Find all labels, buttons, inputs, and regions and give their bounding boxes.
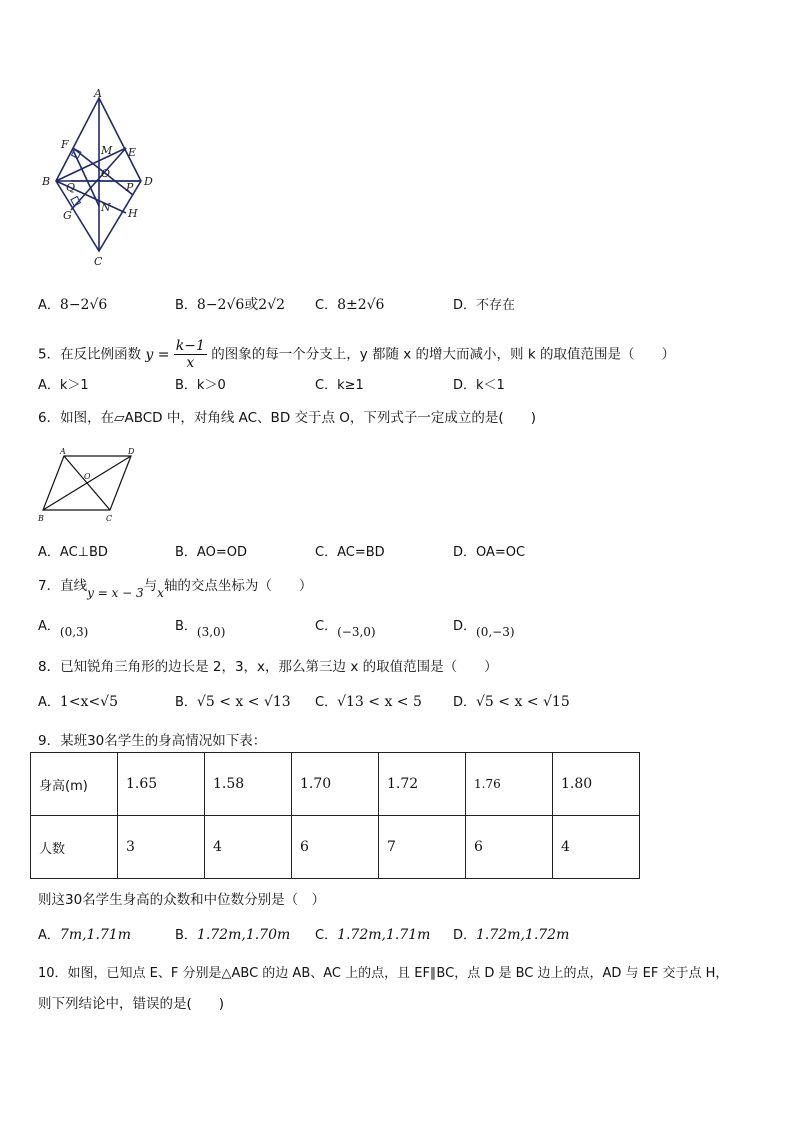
p-label-b: B	[38, 514, 44, 523]
table-cell: 1.70	[292, 753, 379, 816]
label-d: D	[144, 175, 153, 188]
q8-option-b[interactable]: B．√5 < x < √13	[175, 694, 291, 710]
q8-option-d[interactable]: D．√5 < x < √15	[453, 694, 570, 710]
segment-b-e	[56, 148, 126, 181]
p-label-d: D	[128, 447, 135, 456]
q9-option-a[interactable]: A．7m,1.71m	[38, 927, 131, 943]
table-cell: 身高(m)	[31, 753, 118, 816]
q5-option-d[interactable]: D．k＜1	[453, 378, 505, 393]
q8-option-c[interactable]: C．√13 < x < 5	[315, 694, 422, 710]
parallelogram-figure	[34, 444, 144, 526]
label-g: G	[63, 209, 72, 222]
q4-option-a[interactable]: A．8−2√6	[38, 297, 108, 313]
q4-option-c[interactable]: C．8±2√6	[315, 297, 385, 313]
label-f: F	[61, 138, 69, 151]
diagonal-bd-6	[43, 456, 131, 510]
label-c: C	[94, 255, 103, 268]
q9-option-b[interactable]: B．1.72m,1.70m	[175, 927, 291, 943]
label-q: Q	[66, 181, 76, 194]
table-cell: 6	[292, 816, 379, 879]
table-row	[31, 816, 640, 879]
p-label-c: C	[106, 514, 113, 523]
label-a: A	[94, 88, 102, 100]
q8-stem: 8．已知锐角三角形的边长是 2，3，x，那么第三边 x 的取值范围是（ ）	[38, 659, 498, 675]
table-cell: 1.72	[379, 753, 466, 816]
q10-stem-line2: 则下列结论中，错误的是( )	[38, 996, 225, 1012]
label-m: M	[101, 144, 113, 157]
label-h: H	[128, 207, 138, 220]
table-cell: 人数	[31, 816, 118, 879]
label-b: B	[42, 175, 51, 188]
label-n: N	[101, 201, 111, 214]
q7-option-a[interactable]: A．(0,3)	[38, 619, 89, 639]
label-e: E	[128, 146, 137, 159]
q6-option-c[interactable]: C．AC=BD	[315, 545, 385, 560]
height-table	[30, 752, 640, 879]
table-cell: 4	[205, 816, 292, 879]
table-cell: 1.76	[466, 753, 553, 816]
q4-option-d[interactable]: D．不存在	[453, 298, 516, 313]
q5-option-a[interactable]: A．k＞1	[38, 378, 89, 393]
table-cell: 7	[379, 816, 466, 879]
label-o: O	[101, 167, 111, 180]
q9-option-d[interactable]: D．1.72m,1.72m	[453, 927, 570, 943]
p-label-a: A	[60, 447, 66, 456]
table-cell: 4	[553, 816, 640, 879]
q6-option-b[interactable]: B．AO=OD	[175, 545, 247, 560]
q7-option-c[interactable]: C．(−3,0)	[315, 619, 376, 639]
table-cell: 6	[466, 816, 553, 879]
label-p: P	[126, 181, 134, 194]
q6-option-d[interactable]: D．OA=OC	[453, 545, 526, 560]
table-cell: 1.58	[205, 753, 292, 816]
q5-fraction: $\frac{k-1}{x}$	[175, 338, 205, 371]
q9-followup: 则这30名学生身高的众数和中位数分别是（ ）	[38, 892, 326, 908]
q5-option-c[interactable]: C．k≥1	[315, 378, 364, 393]
q4-option-b[interactable]: B．8−2√6或2√2	[175, 297, 286, 313]
q7-option-d[interactable]: D．(0,−3)	[453, 619, 515, 639]
q6-stem: 6．如图，在▱ABCD 中，对角线 AC、BD 交于点 O，下列式子一定成立的是( )	[38, 410, 536, 426]
q5-stem: 5．在反比例函数 y = $\frac{k-1}{x}$ 的图象的每一个分支上，y 都随 x 的增大而减小，则 k 的取值范围是（ ）	[38, 338, 675, 371]
p-label-o: O	[84, 472, 91, 481]
q8-option-a[interactable]: A．1<x<√5	[38, 694, 118, 710]
table-cell: 1.80	[553, 753, 640, 816]
q5-equation: y =	[145, 346, 170, 363]
q7-stem: 7．直线y = x − 3与x轴的交点坐标为（ ）	[38, 578, 313, 600]
q9-option-c[interactable]: C．1.72m,1.71m	[315, 927, 431, 943]
q7-option-b[interactable]: B．(3,0)	[175, 619, 226, 639]
table-row	[31, 753, 640, 816]
table-cell: 3	[118, 816, 205, 879]
q6-option-a[interactable]: A．AC⊥BD	[38, 545, 108, 560]
q5-option-b[interactable]: B．k＞0	[175, 378, 226, 393]
table-cell: 1.65	[118, 753, 205, 816]
rhombus-figure	[30, 88, 170, 268]
q10-stem-line1: 10．如图，已知点 E、F 分别是△ABC 的边 AB、AC 上的点，且 EF∥BC，点 D 是 BC 边上的点，AD 与 EF 交于点 H，	[38, 966, 729, 981]
q9-stem: 9．某班30名学生的身高情况如下表：	[38, 733, 267, 749]
